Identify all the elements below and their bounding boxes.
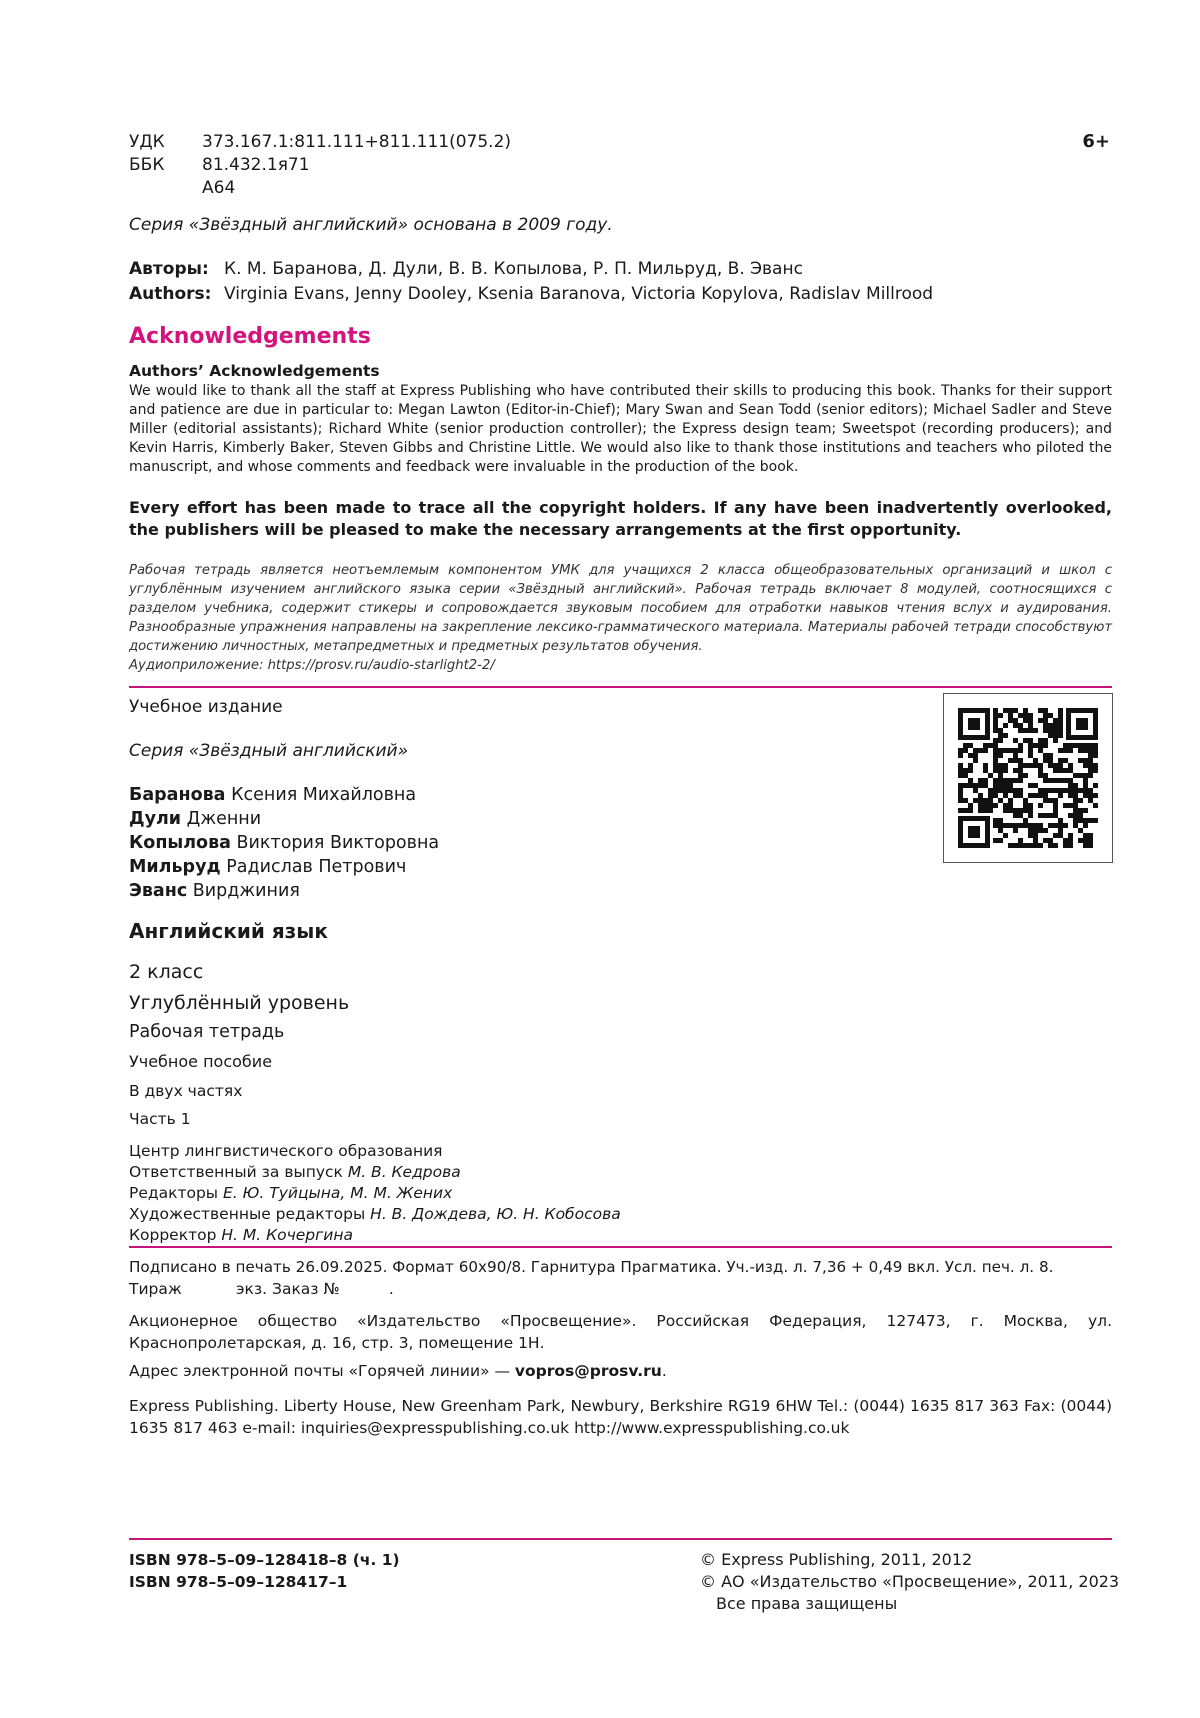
book-title: Английский язык — [129, 919, 328, 943]
qr-code-image — [944, 694, 1112, 862]
edition-type: Учебное издание — [129, 697, 283, 717]
acknowledgements-heading: Acknowledgements — [129, 324, 371, 349]
part: Часть 1 — [129, 1110, 191, 1128]
manual: Учебное пособие — [129, 1052, 273, 1071]
hotline: Адрес электронной почты «Горячей линии» — vopros@prosv.ru. — [129, 1362, 667, 1380]
hotline-email[interactable]: vopros@prosv.ru — [514, 1362, 662, 1380]
description-block — [129, 561, 1112, 675]
book-type: Рабочая тетрадь — [129, 1022, 285, 1042]
acknowledgements-text: We would like to thank all the staff at Express Publishing who have contributed their skills to producing this book. Thanks for their support and patience are due in particular to: Megan Lawton (Editor-in-Chief); Mary Swan and Sean Todd (senior editors); Michael Sadler and Steve Miller (editorial assistants); Richard White (senior production controller); the Express design team; Sweetspot (recording producers); and Kevin Harris, Kimberly Baker, Steven Gibbs and Christine Little. We would also like to thank those institutions and teachers who piloted the manuscript, and whose comments and feedback were invaluable in the production of the book. — [129, 383, 1112, 475]
art-editors: Художественные редакторы Н. В. Дождева, Ю. Н. Кобосова — [129, 1205, 621, 1223]
bbk-value: 81.432.1я71 — [202, 155, 310, 175]
divider-middle — [129, 1246, 1112, 1248]
author-line: Баранова Ксения Михайловна — [129, 785, 417, 805]
authors-block — [129, 257, 933, 307]
isbn-2: ISBN 978–5–09–128417–1 — [129, 1573, 348, 1591]
edition-series: Серия «Звёздный английский» — [129, 741, 409, 761]
audio-link: Аудиоприложение: https://prosv.ru/audio-starlight2-2/ — [129, 658, 495, 673]
udk-value: 373.167.1:811.111+811.111(075.2) — [202, 132, 512, 152]
express-address: Express Publishing. Liberty House, New Greenham Park, Newbury, Berkshire RG19 6HW Tel.: (0044) 1635 817 363 Fax: (0044) 1635 817 463 e-mail: inquiries@expresspublishing.co.uk http://www.expresspublishing.co.uk — [129, 1397, 1112, 1437]
center: Центр лингвистического образования — [129, 1142, 443, 1160]
staff-block — [129, 1141, 621, 1246]
authors-en-label: Authors: — [129, 284, 212, 304]
authors-en-names: Virginia Evans, Jenny Dooley, Ksenia Baranova, Victoria Kopylova, Radislav Millrood — [224, 284, 934, 304]
parts: В двух частях — [129, 1082, 243, 1100]
print-info: Подписано в печать 26.09.2025. Формат 60x90/8. Гарнитура Прагматика. Уч.-изд. л. 7,36 + 0,49 вкл. Усл. печ. л. 8. Тираж экз. Заказ № . — [129, 1258, 1054, 1298]
bbk-row — [129, 154, 310, 176]
level: Углублённый уровень — [129, 992, 350, 1014]
description-text: Рабочая тетрадь является неотъемлемым компонентом УМК для учащихся 2 класса общеобразовательных организаций и школ с углублённым изучением английского языка серии «Звёздный английский». Рабочая тетрадь включает 8 модулей, соотносящихся с разделом учебника, содержит стикеры и сопровождается звуковым пособием для отработки навыков чтения вслух и аудирования. Разнообразные упражнения направлены на закрепление лексико-грамматического материала. Материалы рабочей тетради способствуют достижению личностных, метапредметных и предметных результатов обучения. — [129, 563, 1112, 654]
corrector: Корректор Н. М. Кочергина — [129, 1226, 353, 1244]
author-line: Копылова Виктория Викторовна — [129, 833, 440, 853]
qr-code[interactable] — [943, 693, 1113, 863]
udk-label: УДК — [129, 132, 165, 152]
age-rating: 6+ — [1082, 131, 1110, 152]
authors-ru-names: К. М. Баранова, Д. Дули, В. В. Копылова, Р. П. Мильруд, В. Эванс — [224, 259, 803, 279]
authors-ru-label: Авторы: — [129, 259, 209, 279]
udk-row — [129, 131, 511, 153]
rights-3: Все права защищены — [716, 1594, 898, 1613]
divider-top — [129, 686, 1112, 688]
bbk-label: ББК — [129, 155, 165, 175]
editors: Редакторы Е. Ю. Туйцына, М. М. Жених — [129, 1184, 453, 1202]
author-line: Дули Дженни — [129, 809, 262, 829]
grade: 2 класс — [129, 961, 204, 983]
divider-bottom — [129, 1538, 1112, 1540]
copyright-note: Every effort has been made to trace all the copyright holders. If any have been inadvertently overlooked, the publishers will be pleased to make the necessary arrangements at the first opportunity. — [129, 498, 1112, 539]
isbn-block — [129, 1549, 400, 1593]
rights-block — [700, 1549, 1119, 1615]
isbn-1: ISBN 978–5–09–128418–8 (ч. 1) — [129, 1551, 400, 1569]
author-line: Мильруд Радислав Петрович — [129, 857, 407, 877]
author-code-row — [129, 177, 235, 199]
series-note: Серия «Звёздный английский» основана в 2009 году. — [129, 215, 613, 235]
responsible: Ответственный за выпуск М. В. Кедрова — [129, 1163, 461, 1181]
rights-2: © АО «Издательство «Просвещение», 2011, 2023 — [700, 1572, 1120, 1591]
author-code: А64 — [202, 178, 236, 198]
acknowledgements-subheading: Authors’ Acknowledgements — [129, 362, 380, 380]
company-address: Акционерное общество «Издательство «Просвещение». Российская Федерация, 127473, г. Москва, ул. Краснопролетарская, д. 16, стр. 3, помещение 1Н. — [129, 1312, 1112, 1352]
rights-1: © Express Publishing, 2011, 2012 — [700, 1550, 973, 1569]
author-line: Эванс Вирджиния — [129, 881, 300, 901]
edition-authors — [129, 783, 439, 903]
